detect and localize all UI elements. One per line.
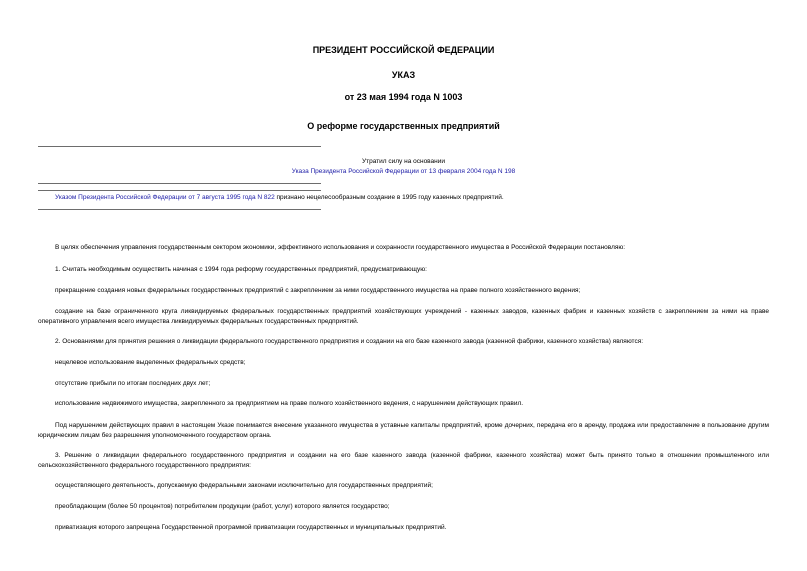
paragraph-3-item-2: преобладающим (более 50 процентов) потребителем продукции (работ, услуг) которого является государство; (55, 503, 390, 510)
lost-force-link[interactable]: Указа Президента Российской Федерации от 13 февраля 2004 года N 198 (291, 168, 516, 175)
document-date-heading: от 23 мая 1994 года N 1003 (344, 92, 463, 102)
recognized-link[interactable]: Указом Президента Российской Федерации от 7 августа 1995 года N 822 (55, 194, 275, 201)
paragraph-2-definition: Под нарушением действующих правил в настоящем Указе понимается внесение указанного имущества в уставные капиталы предприятий, кроме дочерних, передача его в аренду, продажа или предоставление в пользование другим юридическим лицам без разрешения уполномоченного государством органа. (38, 422, 769, 439)
divider-line (38, 183, 321, 184)
paragraph-3-item-1: осуществляющего деятельность, допускаемую федеральными законами исключительно для государственных предприятий; (55, 482, 433, 489)
paragraph-preamble: В целях обеспечения управления государственным сектором экономики, эффективного использования и сохранности государственного имущества в Российской Федерации постановляю: (55, 244, 626, 251)
paragraph-2-item-3: использование недвижимого имущества, закрепленного за предприятием на праве полного хозяйственного ведения, с нарушением действующих правил. (55, 400, 524, 407)
divider-line (38, 146, 321, 147)
recognized-note (38, 193, 769, 203)
document-type-heading: УКАЗ (391, 70, 416, 80)
paragraph-1: 1. Считать необходимым осуществить начиная с 1994 года реформу государственных предприятий, предусматривающую: (55, 266, 427, 273)
paragraph-3-item-3: приватизация которого запрещена Государственной программой приватизации государственных и муниципальных предприятий. (55, 524, 447, 531)
paragraph-2-item-2: отсутствие прибыли по итогам последних двух лет; (55, 380, 211, 387)
paragraph-1-item-1: прекращение создания новых федеральных государственных предприятий с закреплением за ними государственного имущества на праве полного хозяйственного ведения; (55, 287, 581, 294)
issuer-heading: ПРЕЗИДЕНТ РОССИЙСКОЙ ФЕДЕРАЦИИ (312, 45, 495, 55)
divider-line (38, 190, 321, 191)
paragraph-2: 2. Основаниями для принятия решения о ликвидации федерального государственного предприятия и создании на его базе казенного завода (казенной фабрики, казенного хозяйства) являются: (55, 338, 644, 345)
paragraph-3: 3. Решение о ликвидации федерального государственного предприятия и создании на его базе казенного завода (казенной фабрики, казенного хозяйства) может быть принято только в отношении промышленного или сельскохозяйственного федерального государственного предприятия: (38, 452, 769, 469)
paragraph-2-item-1: нецелевое использование выделенных федеральных средств; (55, 359, 246, 366)
recognized-note-text: признано нецелесообразным создание в 1995 году казенных предприятий. (274, 194, 504, 201)
divider-line (38, 209, 321, 210)
document-title: О реформе государственных предприятий (307, 121, 500, 131)
paragraph-1-item-2: создание на базе ограниченного круга ликвидируемых федеральных государственных предприятий хозяйствующих учреждений - казенных заводов, казенных фабрик и казенных хозяйств с закреплением за ними на праве оперативного управления всего имущества ликвидируемых федеральных государственных предприятий. (38, 308, 769, 325)
lost-force-note: Утратил силу на основании (361, 158, 446, 165)
